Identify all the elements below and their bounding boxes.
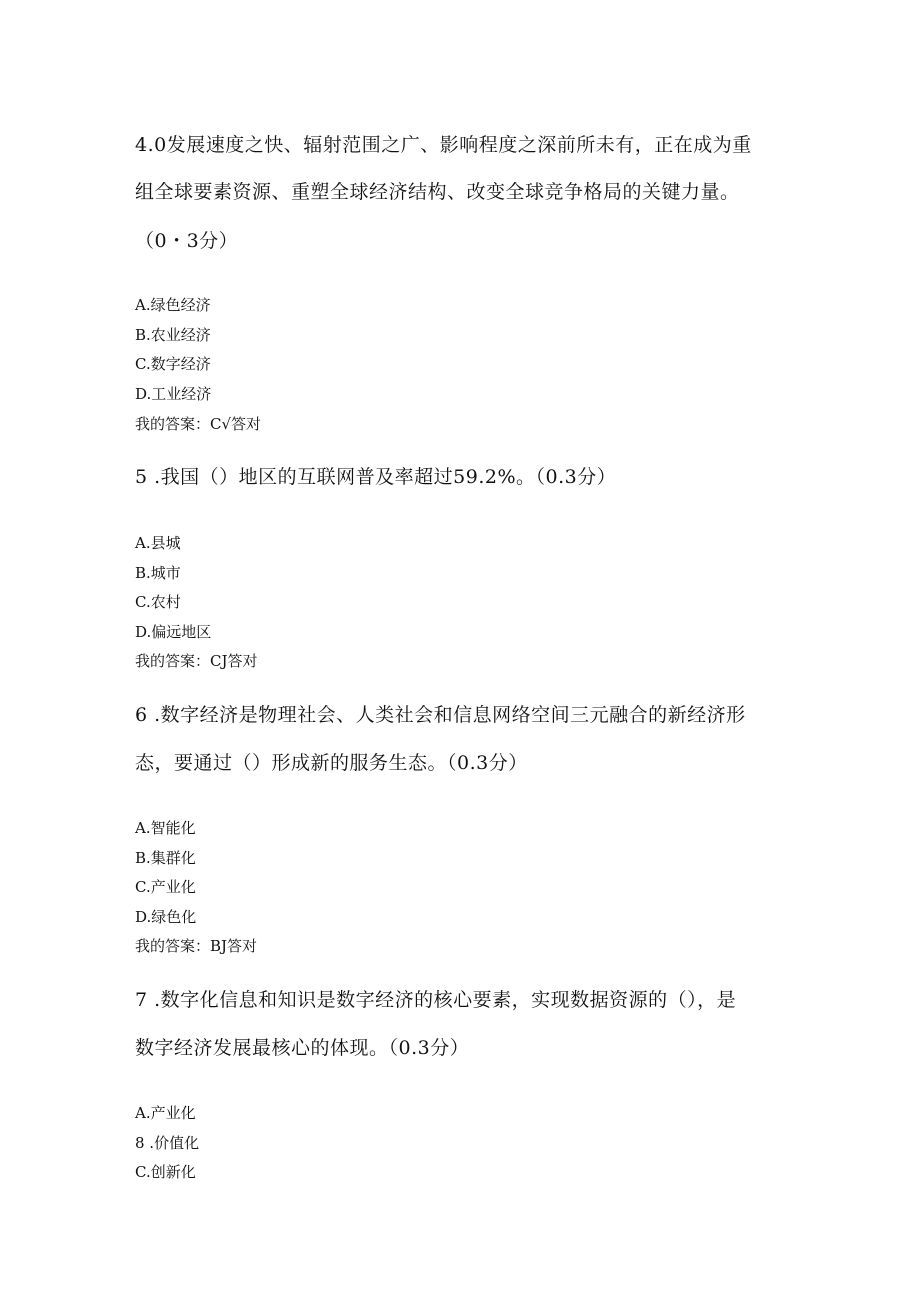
option-d[interactable]: D.绿色化 (135, 908, 197, 926)
question-7-line-2: 数字经济发展最核心的体现。（0.3分） (135, 1037, 470, 1059)
question-6-line-1: 6 .数字经济是物理社会、人类社会和信息网络空间三元融合的新经济形 (135, 704, 746, 726)
option-a[interactable]: A.产业化 (135, 1104, 196, 1122)
question-4-score: （0・3分） (135, 230, 239, 252)
my-answer: 我的答案：BJ答对 (135, 937, 258, 955)
option-d[interactable]: D.工业经济 (135, 385, 212, 403)
option-c[interactable]: C.农村 (135, 593, 181, 611)
question-4-line-1: 4.0发展速度之快、辐射范围之广、影响程度之深前所未有，正在成为重 (135, 134, 752, 156)
question-7-line-1: 7 .数字化信息和知识是数字经济的核心要素，实现数据资源的（），是 (135, 989, 737, 1011)
my-answer: 我的答案：CJ答对 (135, 652, 258, 670)
question-4-line-2: 组全球要素资源、重塑全球经济结构、改变全球竞争格局的关键力量。 (135, 181, 740, 203)
my-answer: 我的答案：C√答对 (135, 415, 262, 433)
option-d[interactable]: D.偏远地区 (135, 623, 212, 641)
option-a[interactable]: A.智能化 (135, 819, 196, 837)
option-c[interactable]: C.数字经济 (135, 355, 211, 373)
option-c[interactable]: C.产业化 (135, 878, 196, 896)
option-b[interactable]: 8 .价值化 (135, 1134, 200, 1152)
option-b[interactable]: B.集群化 (135, 849, 196, 867)
option-b[interactable]: B.农业经济 (135, 326, 211, 344)
question-6-line-2: 态，要通过（）形成新的服务生态。（0.3分） (135, 752, 528, 774)
option-c[interactable]: C.创新化 (135, 1163, 196, 1181)
option-b[interactable]: B.城市 (135, 564, 181, 582)
question-5-line-1: 5 .我国（）地区的互联网普及率超过59.2%。（0.3分） (135, 466, 617, 488)
option-a[interactable]: A.绿色经济 (135, 296, 211, 314)
option-a[interactable]: A.县城 (135, 534, 181, 552)
